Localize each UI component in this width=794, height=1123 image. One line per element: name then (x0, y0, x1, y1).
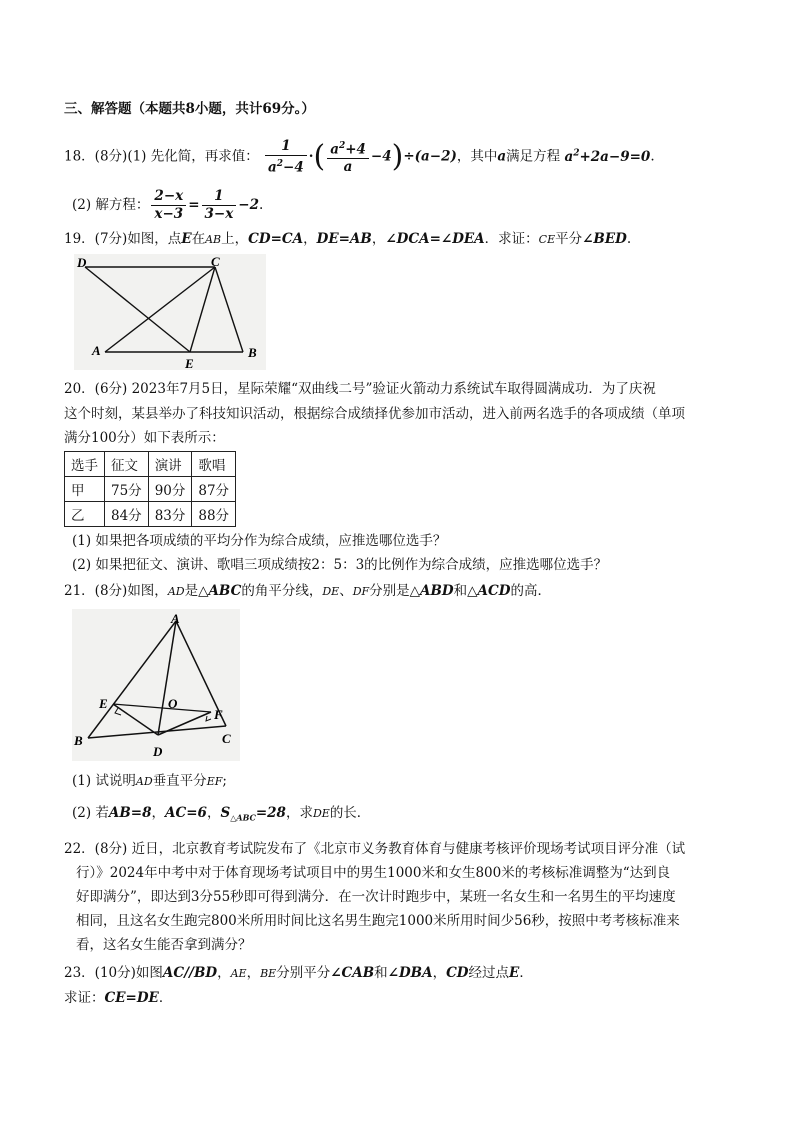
q19-c2: DE=AB (316, 231, 372, 247)
label-A: A (92, 343, 101, 358)
q19-t6: . (626, 231, 632, 247)
q23-t8: ． (519, 965, 533, 981)
q20-sub1: (1) 如果把各项成绩的平均分作为综合成绩，应推选哪位选手？ (72, 533, 447, 549)
q23-goal: CE=DE (104, 990, 159, 1006)
q18-number: 18．(8分) (64, 148, 128, 165)
frac2-denominator: a (343, 159, 353, 176)
section-header: 三、解答题（本题共8小题，共计69分。） (64, 101, 315, 117)
eq-tail: +2a−9=0 (579, 148, 651, 165)
frac1-numerator: 1 (265, 138, 307, 156)
q19-figure (72, 252, 268, 372)
table-header-row (65, 452, 236, 477)
q19-t4: ．求证： (484, 231, 539, 247)
q18-p1-prefix: (1) 先化简，再求值： (127, 148, 259, 165)
q21-tri2: △ABD (409, 583, 454, 599)
q21-sep1: ， (151, 805, 166, 821)
q18-fraction-3 (151, 188, 186, 223)
q21-sub1 (72, 771, 227, 792)
q21-t2: 是 (184, 583, 199, 599)
q23-number: 23．(10分) (64, 965, 136, 981)
label-C: C (222, 731, 231, 746)
q21-sub2-DE: DE (312, 807, 330, 820)
q20-line2: 这个时刻，某县举办了科技知识活动，根据综合成绩择优参加市活动，进入前两名选手的各项成绩（单项 (64, 406, 685, 422)
table-header: 选手 (65, 452, 105, 477)
frac1-den-exp: 2 (276, 158, 284, 169)
q19-t5: 平分 (555, 231, 583, 247)
q19-sep1: ， (303, 231, 317, 247)
q19-text (64, 229, 631, 250)
q21-sub1-AD: AD (135, 775, 153, 788)
label-D: D (153, 744, 163, 759)
q21-t7: 的高． (510, 583, 551, 599)
table-cell: 88分 (192, 502, 236, 527)
q21-DF: DF (352, 585, 370, 598)
q22-line3: 好即满分”，即达到3分55秒即可得到满分．在一次计时跑步中，某班一名女生和一名男生的平均速度 (76, 889, 676, 905)
q23-t6: ， (432, 965, 447, 981)
q21-sub1-c: ; (222, 773, 227, 789)
q19-angle: ∠BED (582, 231, 627, 247)
label-F: F (214, 707, 223, 722)
q21-figure-bg (72, 609, 240, 761)
frac2-num-a: a (330, 141, 339, 158)
q21-c2: AC=6 (165, 805, 207, 821)
label-O: O (168, 696, 178, 711)
q18-fraction-1 (265, 138, 307, 177)
q23-goal-end: ． (158, 990, 173, 1006)
table-cell: 84分 (105, 502, 149, 527)
q19-number: 19．(7分) (64, 231, 128, 247)
label-C: C (211, 254, 220, 269)
q19-c1: CD=CA (248, 231, 304, 247)
table-cell: 甲 (65, 477, 105, 502)
q19-CE: CE (538, 233, 556, 246)
q21-DE: DE (322, 585, 340, 598)
q18-p2-end: . (258, 197, 264, 213)
q22-line2: 行）》2024年中考中对于体育现场考试项目中的男生1000米和女生800米的考核标准调整为“达到良 (76, 865, 671, 881)
q23-BE: BE (260, 967, 277, 980)
q20-line3: 满分100分）如下表所示： (64, 430, 225, 446)
q18-part1: 18．(8分)(1) 先化简，再求值： $\frac{1}{a^2-4}$ ·( $\frac{a^2+4}{a}$ −4)÷(a−2)，其中a满足方程 $a^2+2a-9=0$. (64, 137, 655, 176)
q23-t2: ， (217, 965, 231, 981)
q18-mid: ，其中 (456, 148, 498, 165)
q18-p2-tail: −2 (238, 197, 259, 213)
table-header: 征文 (105, 452, 149, 477)
q21-t3: 的角平分线， (241, 583, 323, 599)
q22-line1: 22．(8分) 近日，北京教育考试院发布了《北京市义务教育体育与健康考核评价现场考试项目评分准（试 (64, 841, 686, 857)
q23-t3: ， (246, 965, 261, 981)
q21-sub1-EF: EF (206, 775, 223, 788)
frac2-num-tail: +4 (345, 141, 366, 158)
q19-t3: 上， (221, 231, 249, 247)
q21-t5: 分别是 (369, 583, 410, 599)
frac1-den-a: a (268, 159, 277, 176)
q22-line5: 看，这名女生能否拿到满分？ (76, 937, 252, 953)
q21-tri1: △ABC (198, 583, 242, 599)
q23-E: E (509, 965, 520, 981)
q23-c1: AC//BD (162, 965, 218, 981)
table-cell: 75分 (105, 477, 149, 502)
q21-figure (70, 607, 242, 763)
q21-text (64, 581, 551, 602)
q23-CD: CD (446, 965, 469, 981)
q23-t1: 如图 (135, 965, 163, 981)
q19-t1: 如图，点 (127, 231, 182, 247)
q21-t6: 和 (453, 583, 468, 599)
q19-sep2: ， (371, 231, 386, 247)
frac4-numerator: 1 (202, 188, 237, 206)
q18-divide: ÷(a−2) (403, 148, 457, 165)
q21-S-sub: △ABC (230, 812, 256, 823)
q23-a2: ∠DBA (387, 965, 433, 981)
q21-number: 21．(8分) (64, 583, 128, 599)
q18-end: . (650, 148, 655, 165)
frac2-num-exp: 2 (338, 140, 346, 151)
q20-score-table (64, 451, 236, 527)
q23-prove-label: 求证： (64, 990, 105, 1006)
table-header: 演讲 (148, 452, 192, 477)
q19-E: E (181, 231, 192, 247)
q18-fraction-2 (327, 138, 369, 177)
table-cell: 90分 (148, 477, 192, 502)
q18-equals: = (188, 197, 200, 213)
frac4-denominator: 3−x (204, 206, 234, 222)
q19-c3: ∠DCA=∠DEA (385, 231, 485, 247)
q19-t2: 在 (191, 231, 206, 247)
q21-c1: AB=8 (108, 805, 152, 821)
table-cell: 乙 (65, 502, 105, 527)
label-D: D (77, 255, 87, 270)
table-cell: 83分 (148, 502, 192, 527)
frac3-denominator: x−3 (154, 206, 184, 222)
q21-sub1-b: 垂直平分 (152, 773, 207, 789)
q21-AD: AD (167, 585, 185, 598)
q21-sub1-a: (1) 试说明 (72, 773, 136, 789)
table-header: 歌唱 (192, 452, 236, 477)
frac3-numerator: 2−x (151, 188, 186, 206)
eq-exp: 2 (573, 148, 580, 158)
q21-tri3: △ACD (467, 583, 511, 599)
q18-a-var: a (497, 148, 507, 165)
q18-equation (564, 149, 650, 165)
q20-sub2: (2) 如果把征文、演讲、歌唱三项成绩按2：5：3的比例作为综合成绩，应推选哪位选手？ (72, 557, 608, 573)
q21-t4: 、 (339, 583, 353, 599)
q23-prove (64, 988, 172, 1008)
q21-S-tail: =28 (255, 805, 286, 821)
label-B: B (248, 345, 257, 360)
q21-S: S (220, 805, 231, 821)
q18-p2-prefix: (2) 解方程： (72, 197, 150, 213)
label-E: E (185, 356, 194, 371)
q21-t1: 如图， (127, 583, 168, 599)
q18-dot: · (308, 148, 314, 165)
label-E: E (99, 696, 108, 711)
q18-minus4: −4 (370, 148, 392, 165)
q22-line4: 相同，且这名女生跑完800米所用时间比这名男生跑完1000米所用时间少56秒，按照中考考核标准来 (76, 913, 680, 929)
q23-t5: 和 (374, 965, 388, 981)
q21-sub2-c: 的长． (329, 805, 371, 821)
q20-line1: 20．(6分) 2023年7月5日，星际荣耀“双曲线二号”验证火箭动力系统试车取得圆满成功．为了庆祝 (64, 381, 656, 397)
q21-sep2: ， (206, 805, 221, 821)
label-B: B (74, 733, 83, 748)
q18-part2 (72, 185, 263, 225)
frac1-den-tail: −4 (283, 159, 304, 176)
table-cell: 87分 (192, 477, 236, 502)
eq-a: a (564, 148, 574, 165)
q23-a1: ∠CAB (330, 965, 375, 981)
table-row (65, 502, 236, 527)
q18-mid2: 满足方程 (506, 148, 561, 165)
q21-sub2-b: ，求 (285, 805, 313, 821)
label-A: A (171, 611, 180, 626)
q23-text (64, 963, 533, 984)
q21-sub2-a: (2) 若 (72, 805, 109, 821)
table-row (65, 477, 236, 502)
q21-sub2 (72, 803, 370, 828)
q18-fraction-4 (202, 188, 237, 223)
q19-AB: AB (205, 233, 222, 246)
q23-AE: AE (230, 967, 247, 980)
q23-t4: 分别平分 (276, 965, 331, 981)
q23-t7: 经过点 (468, 965, 510, 981)
